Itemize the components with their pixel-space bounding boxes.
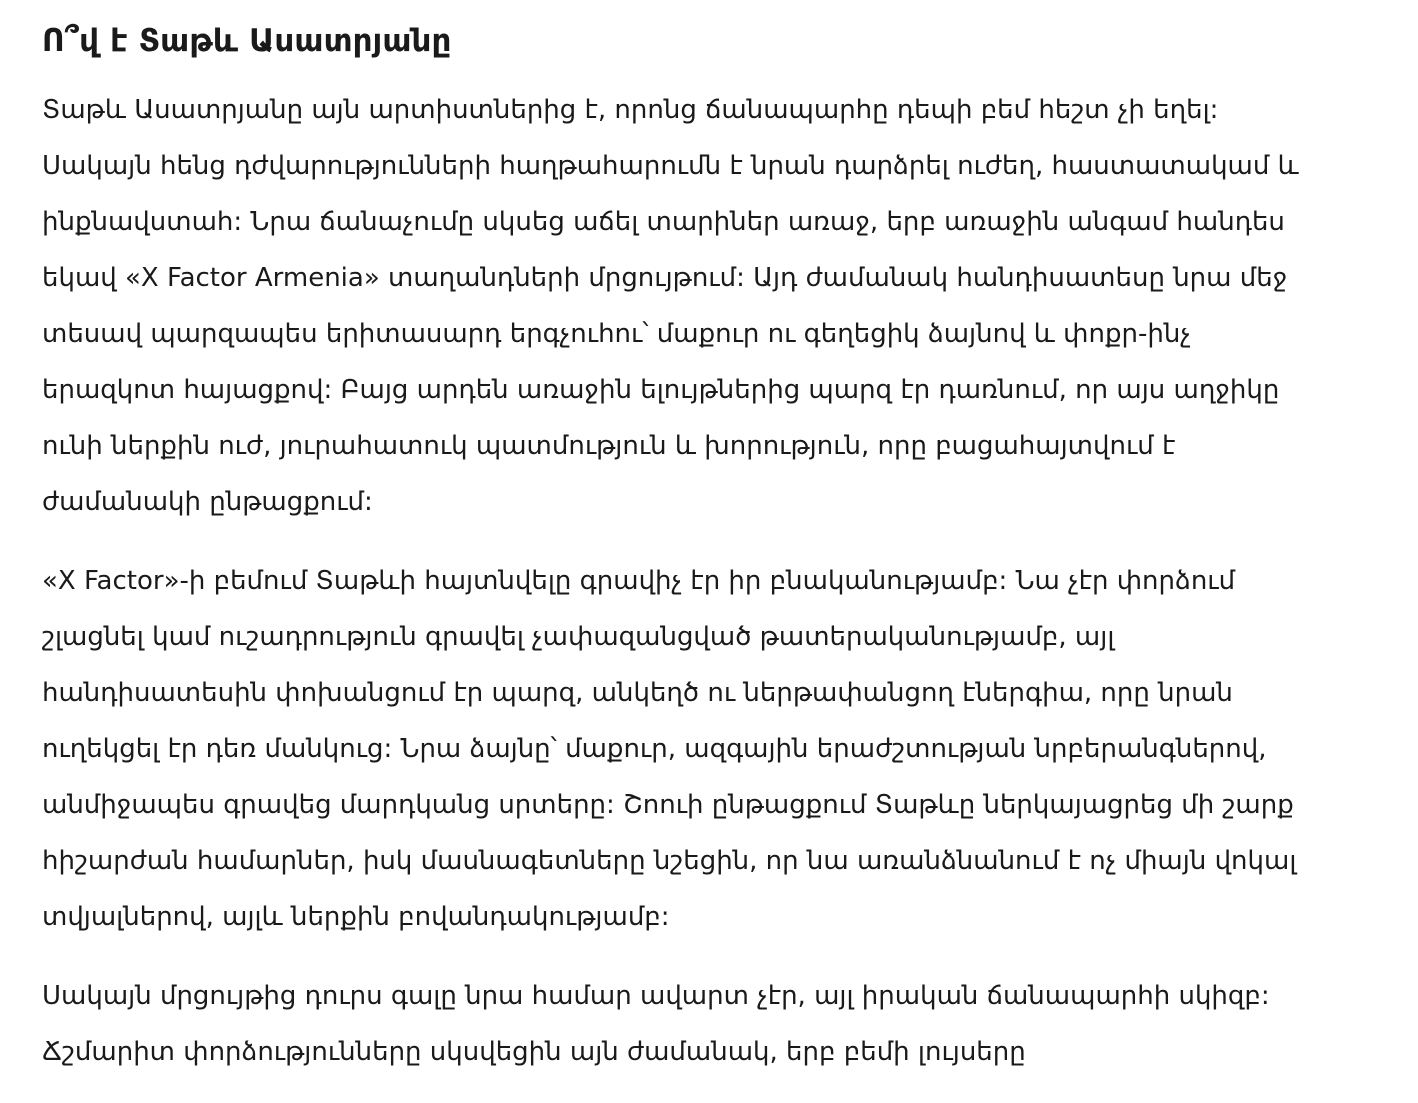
article-paragraph-3: Սակայն մրցույթից դուրս գալը նրա համար ավարտ չէր, այլ իրական ճանապարհի սկիզբ: Ճշմարիտ փորձությունները սկսվեցին այն ժամանակ, երբ բեմի լույսերը: [42, 981, 1270, 1067]
article: [42, 14, 1332, 1103]
article-paragraph-1: Տաթև Ասատրյանը այն արտիստներից է, որոնց ճանապարհը դեպի բեմ հեշտ չի եղել: Սակայն հենց դժվարությունների հաղթահարումն է նրան դարձրել ուժեղ, հաստատակամ և ինքնավստահ: Նրա ճանաչումը սկսեց աճել տարիներ առաջ, երբ առաջին անգամ հանդես եկավ «X Factor Armenia» տաղանդների մրցույթում: Այդ ժամանակ հանդիսատեսը նրա մեջ տեսավ պարզապես երիտասարդ երգչուհու՝ մաքուր ու գեղեցիկ ձայնով և փոքր-ինչ երազկոտ հայացքով: Բայց արդեն առաջին ելույթներից պարզ էր դառնում, որ այս աղջիկը ունի ներքին ուժ, յուրահատուկ պատմություն և խորություն, որը բացահայտվում է ժամանակի ընթացքում:: [42, 95, 1299, 517]
article-paragraph-2: «X Factor»-ի բեմում Տաթևի հայտնվելը գրավիչ էր իր բնականությամբ: Նա չէր փորձում շլացնել կամ ուշադրություն գրավել չափազանցված թատերականությամբ, այլ հանդիսատեսին փոխանցում էր պարզ, անկեղծ ու ներթափանցող էներգիա, որը նրան ուղեկցել էր դեռ մանկուց: Նրա ձայնը՝ մաքուր, ազգային երաժշտության նրբերանգներով, անմիջապես գրավեց մարդկանց սրտերը: Շոուի ընթացքում Տաթևը ներկայացրեց մի շարք հիշարժան համարներ, իսկ մասնագետները նշեցին, որ նա առանձնանում է ոչ միայն վոկալ տվյալներով, այլև ներքին բովանդակությամբ:: [42, 566, 1297, 932]
article-title: Ո՞վ է Տաթև Ասատրյանը: [42, 23, 452, 59]
